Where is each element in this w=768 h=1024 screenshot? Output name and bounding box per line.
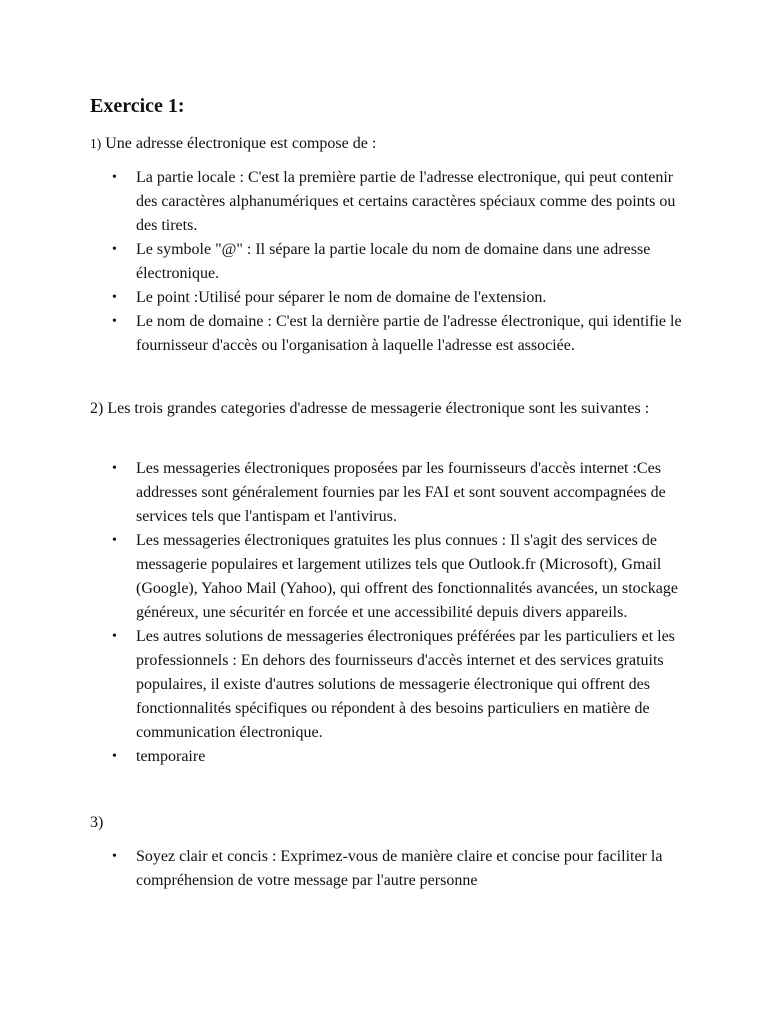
list-item	[90, 310, 690, 358]
list-item	[90, 625, 690, 745]
list-item	[90, 166, 690, 238]
list-item	[90, 238, 690, 286]
bullet-icon: •	[112, 461, 117, 476]
bullet-icon: •	[112, 314, 117, 329]
list-item	[90, 845, 690, 893]
section-2-list	[90, 457, 690, 769]
list-item-text: Le symbole "@" : Il sépare la partie locale du nom de domaine dans une adresse électronique.	[136, 241, 651, 282]
page-title: Exercice 1:	[90, 95, 185, 117]
section-1-intro	[90, 132, 690, 156]
section-1-list	[90, 166, 690, 358]
list-item-text: Les autres solutions de messageries électroniques préférées par les particuliers et les professionnels : En dehors des fournisseurs d'accès internet et des services gratuits populaires, il existe d'autres solutions de messagerie électronique qui offrent des fonctionnalités spécifiques ou répondent à des besoins particuliers en matière de communication électronique.	[136, 628, 675, 741]
section-1-number: 1)	[90, 136, 102, 151]
list-item-text: Le point :Utilisé pour séparer le nom de domaine de l'extension.	[136, 289, 547, 306]
bullet-icon: •	[112, 629, 117, 644]
section-2-intro: 2) Les trois grandes categories d'adresse de messagerie électronique sont les suivantes :	[90, 400, 650, 417]
list-item-text: Le nom de domaine : C'est la dernière partie de l'adresse électronique, qui identifie le fournisseur d'accès ou l'organisation à laquelle l'adresse est associée.	[136, 313, 682, 354]
bullet-icon: •	[112, 749, 117, 764]
list-item	[90, 529, 690, 625]
bullet-icon: •	[112, 533, 117, 548]
list-item-text: La partie locale : C'est la première partie de l'adresse electronique, qui peut contenir des caractères alphanumériques et certains caractères spéciaux comme des points ou des tirets.	[136, 169, 676, 234]
list-item	[90, 745, 690, 769]
list-item-text: Les messageries électroniques gratuites les plus connues : Il s'agit des services de messagerie populaires et largement utilizes tels que Outlook.fr (Microsoft), Gmail (Google), Yahoo Mail (Yahoo), qui offrent des fonctionnalités avancées, un stockage généreux, une sécuritér en forcée et une accessibilité depuis divers appareils.	[136, 532, 678, 621]
section-3-list	[90, 845, 690, 893]
bullet-icon: •	[112, 849, 117, 864]
section-3-intro: 3)	[90, 814, 104, 831]
list-item-text: Les messageries électroniques proposées par les fournisseurs d'accès internet :Ces addresses sont généralement fournies par les FAI et sont souvent accompagnées de services tels que l'antispam et l'antivirus.	[136, 460, 666, 525]
bullet-icon: •	[112, 290, 117, 305]
bullet-icon: •	[112, 242, 117, 257]
section-1-intro-text: Une adresse électronique est compose de :	[101, 135, 377, 152]
list-item	[90, 286, 690, 310]
bullet-icon: •	[112, 170, 117, 185]
list-item	[90, 457, 690, 529]
list-item-text: temporaire	[136, 748, 206, 765]
list-item-text: Soyez clair et concis : Exprimez-vous de manière claire et concise pour faciliter la compréhension de votre message par l'autre personne	[136, 848, 663, 889]
